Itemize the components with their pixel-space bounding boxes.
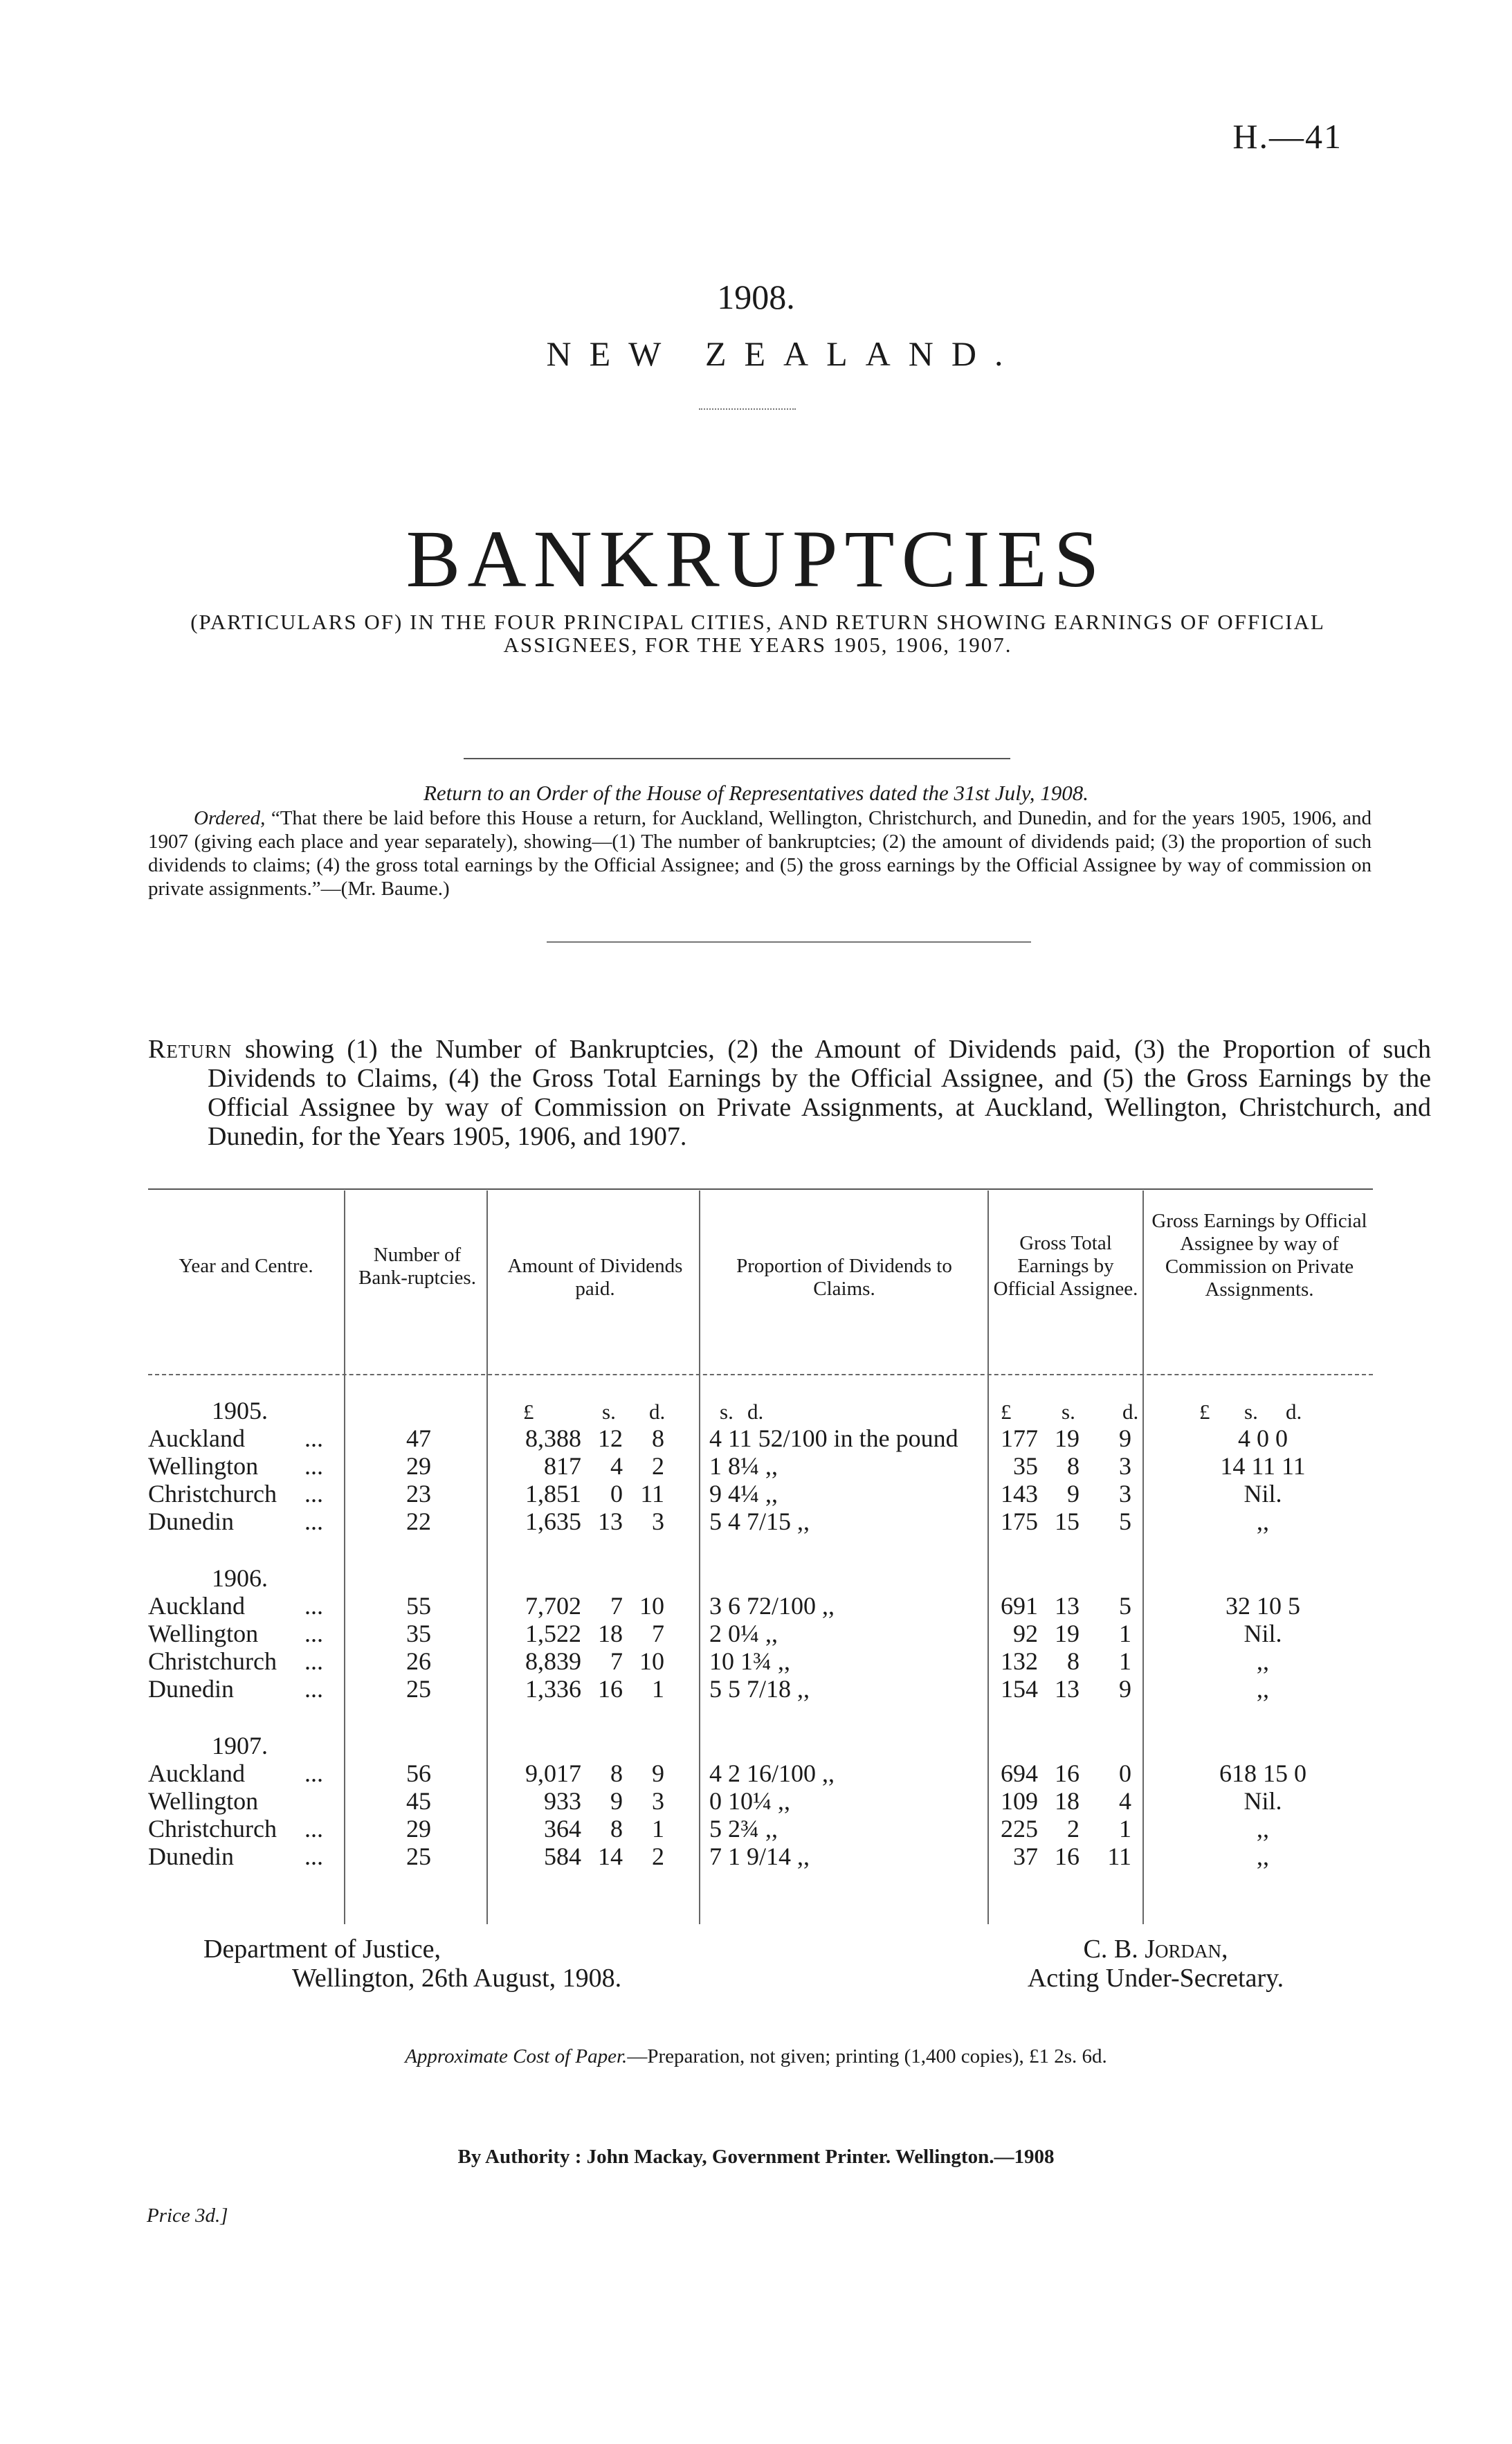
year-label: 1905.	[212, 1397, 268, 1424]
gross-total-pence: 11	[1107, 1843, 1131, 1870]
dividend-pounds: 1,851	[525, 1480, 581, 1508]
dividend-shillings: 9	[610, 1787, 623, 1815]
decorative-rule	[699, 408, 796, 410]
commission-earnings: 4 0 0	[1238, 1424, 1288, 1452]
page-title: BANKRUPTCIES	[406, 514, 1106, 604]
centre-name: Auckland	[148, 1759, 245, 1787]
dividend-pence: 1	[652, 1675, 664, 1703]
leader-dots: ...	[304, 1843, 323, 1870]
dividend-pounds: 364	[544, 1815, 581, 1843]
dividend-proportion: 4 11 52/100 in the pound	[709, 1424, 958, 1452]
dividend-pence: 9	[652, 1759, 664, 1787]
dividend-shillings: 4	[610, 1452, 623, 1480]
bankruptcy-count: 29	[406, 1452, 431, 1480]
gross-total-shillings: 19	[1055, 1620, 1080, 1647]
leader-dots: ...	[304, 1508, 323, 1535]
centre-name: Wellington	[148, 1787, 259, 1815]
unit-shillings: s.	[1062, 1400, 1075, 1424]
document-code: H.—41	[1232, 117, 1342, 156]
dividend-proportion: 5 4 7/15 ,,	[709, 1508, 810, 1535]
table-top-rule	[148, 1188, 1373, 1190]
signatory-title: Acting Under-Secretary.	[1027, 1964, 1284, 1993]
dividend-pence: 3	[652, 1508, 664, 1535]
gross-total-pence: 4	[1119, 1787, 1131, 1815]
dividend-pounds: 9,017	[525, 1759, 581, 1787]
dividend-pounds: 1,635	[525, 1508, 581, 1535]
return-body: showing (1) the Number of Bankruptcies, (2) the Amount of Dividends paid, (3) the Proportion of such Dividends to Claims, (4) the Gross Total Earnings by the Official Assignee, and (5) the Gross Earnings by the Official Assignee by way of Commission on Private Assignments, at Auckland, Wellington, Christchurch, and Dunedin, for the Years 1905, 1906, and 1907.	[208, 1035, 1432, 1151]
commission-earnings: 32 10 5	[1226, 1592, 1300, 1620]
gross-total-pounds: 143	[1001, 1480, 1038, 1508]
dividend-shillings: 7	[610, 1647, 623, 1675]
dividend-pounds: 1,522	[525, 1620, 581, 1647]
order-heading: Return to an Order of the House of Representatives dated the 31st July, 1908.	[423, 781, 1089, 805]
gross-total-shillings: 19	[1055, 1424, 1080, 1452]
gross-total-pounds: 177	[1001, 1424, 1038, 1452]
printer-line: By Authority : John Mackay, Government Printer. Wellington.—1908	[457, 2146, 1055, 2168]
gross-total-shillings: 15	[1055, 1508, 1080, 1535]
gross-total-pence: 1	[1119, 1620, 1131, 1647]
dividend-proportion: 0 10¼ ,,	[709, 1787, 790, 1815]
year-label: 1907.	[212, 1732, 268, 1759]
gross-total-pence: 5	[1119, 1592, 1131, 1620]
signatory-name: C. B. Jordan,	[1083, 1935, 1228, 1964]
dividend-proportion: 7 1 9/14 ,,	[709, 1843, 810, 1870]
bankruptcy-count: 47	[406, 1424, 431, 1452]
commission-earnings: Nil.	[1244, 1787, 1282, 1815]
centre-name: Christchurch	[148, 1647, 277, 1675]
cost-text: —Preparation, not given; printing (1,400 copies), £1 2s. 6d.	[627, 2045, 1107, 2067]
dividend-shillings: 8	[610, 1815, 623, 1843]
price: Price 3d.]	[147, 2205, 228, 2227]
dividend-pence: 8	[652, 1424, 664, 1452]
unit-shillings: s.	[720, 1400, 734, 1424]
leader-dots: ...	[304, 1759, 323, 1787]
dividend-proportion: 9 4¼ ,,	[709, 1480, 778, 1508]
commission-earnings: Nil.	[1244, 1620, 1282, 1647]
dividend-proportion: 3 6 72/100 ,,	[709, 1592, 835, 1620]
centre-name: Dunedin	[148, 1675, 234, 1703]
department-name: Department of Justice,	[203, 1935, 441, 1964]
department-block	[203, 1935, 621, 1993]
dividend-proportion: 10 1¾ ,,	[709, 1647, 790, 1675]
bankruptcy-count: 55	[406, 1592, 431, 1620]
gross-total-shillings: 9	[1067, 1480, 1080, 1508]
column-divider	[486, 1191, 488, 1924]
unit-shillings: s.	[602, 1400, 616, 1424]
unit-shillings: s.	[1244, 1400, 1258, 1424]
dividend-shillings: 8	[610, 1759, 623, 1787]
centre-name: Christchurch	[148, 1480, 277, 1508]
leader-dots: ...	[304, 1647, 323, 1675]
dividend-proportion: 4 2 16/100 ,,	[709, 1759, 835, 1787]
dividend-shillings: 14	[598, 1843, 623, 1870]
header-proportion: Proportion of Dividends to Claims.	[736, 1255, 952, 1300]
gross-total-shillings: 8	[1067, 1452, 1080, 1480]
dividend-pounds: 8,388	[525, 1424, 581, 1452]
column-divider	[699, 1191, 700, 1924]
leader-dots: ...	[304, 1452, 323, 1480]
gross-total-shillings: 8	[1067, 1647, 1080, 1675]
gross-total-pounds: 132	[1001, 1647, 1038, 1675]
gross-total-shillings: 18	[1055, 1787, 1080, 1815]
unit-pounds: £	[1199, 1400, 1210, 1424]
centre-name: Dunedin	[148, 1508, 234, 1535]
dividend-pounds: 817	[544, 1452, 581, 1480]
commission-earnings: ,,	[1257, 1843, 1269, 1870]
dividend-shillings: 12	[598, 1424, 623, 1452]
dividend-proportion: 5 5 7/18 ,,	[709, 1675, 810, 1703]
commission-earnings: Nil.	[1244, 1480, 1282, 1508]
gross-total-pence: 3	[1119, 1452, 1131, 1480]
unit-pounds: £	[1001, 1400, 1012, 1424]
gross-total-shillings: 16	[1055, 1843, 1080, 1870]
column-divider	[1142, 1191, 1144, 1924]
centre-name: Auckland	[148, 1592, 245, 1620]
dividend-shillings: 16	[598, 1675, 623, 1703]
commission-earnings: 14 11 11	[1220, 1452, 1306, 1480]
gross-total-pence: 3	[1119, 1480, 1131, 1508]
dividend-shillings: 7	[610, 1592, 623, 1620]
header-number: Number of Bank-ruptcies.	[358, 1244, 476, 1289]
commission-earnings: ,,	[1257, 1647, 1269, 1675]
table-header-rule	[148, 1374, 1373, 1375]
bankruptcy-count: 25	[406, 1843, 431, 1870]
section-divider	[547, 941, 1031, 943]
unit-pounds: £	[523, 1400, 534, 1424]
dividend-pence: 2	[652, 1843, 664, 1870]
header-gross-total: Gross Total Earnings by Official Assignee.	[993, 1232, 1138, 1300]
gross-total-pounds: 175	[1001, 1508, 1038, 1535]
dividend-pence: 3	[652, 1787, 664, 1815]
centre-name: Wellington	[148, 1620, 259, 1647]
leader-dots: ...	[304, 1815, 323, 1843]
unit-pence: d.	[1122, 1400, 1139, 1424]
bankruptcy-count: 25	[406, 1675, 431, 1703]
dividend-shillings: 18	[598, 1620, 623, 1647]
gross-total-shillings: 2	[1067, 1815, 1080, 1843]
leader-dots: ...	[304, 1424, 323, 1452]
centre-name: Christchurch	[148, 1815, 277, 1843]
column-divider	[987, 1191, 989, 1924]
dividend-pounds: 1,336	[525, 1675, 581, 1703]
centre-name: Auckland	[148, 1424, 245, 1452]
publication-year: 1908.	[717, 278, 795, 316]
gross-total-pence: 1	[1119, 1815, 1131, 1843]
unit-pence: d.	[747, 1400, 764, 1424]
dividend-pounds: 8,839	[525, 1647, 581, 1675]
unit-pence: d.	[1286, 1400, 1302, 1424]
page-subtitle: (PARTICULARS OF) IN THE FOUR PRINCIPAL CITIES, AND RETURN SHOWING EARNINGS OF OFFICIAL ASSIGNEES, FOR THE YEARS 1905, 1906, 1907.	[190, 610, 1325, 657]
bankruptcy-count: 29	[406, 1815, 431, 1843]
signature-block	[996, 1935, 1315, 1993]
return-heading	[148, 1035, 1431, 1151]
leader-dots: ...	[304, 1480, 323, 1508]
column-divider	[344, 1191, 345, 1924]
header-amount: Amount of Dividends paid.	[507, 1255, 683, 1300]
header-year-centre: Year and Centre.	[179, 1255, 313, 1277]
gross-total-pence: 5	[1119, 1508, 1131, 1535]
commission-earnings: 618 15 0	[1219, 1759, 1306, 1787]
centre-name: Wellington	[148, 1452, 259, 1480]
bankruptcy-count: 26	[406, 1647, 431, 1675]
dividend-pence: 10	[639, 1647, 664, 1675]
cost-note	[0, 2045, 1512, 2068]
gross-total-pence: 0	[1119, 1759, 1131, 1787]
order-paragraph	[148, 806, 1372, 900]
gross-total-pounds: 694	[1001, 1759, 1038, 1787]
gross-total-pence: 1	[1119, 1647, 1131, 1675]
leader-dots: ...	[304, 1620, 323, 1647]
return-lead: Return	[148, 1035, 233, 1064]
centre-name: Dunedin	[148, 1843, 234, 1870]
dividend-pounds: 584	[544, 1843, 581, 1870]
dividend-proportion: 1 8¼ ,,	[709, 1452, 778, 1480]
dividend-shillings: 0	[610, 1480, 623, 1508]
year-label: 1906.	[212, 1564, 268, 1592]
dividend-proportion: 5 2¾ ,,	[709, 1815, 778, 1843]
dividend-pounds: 933	[544, 1787, 581, 1815]
gross-total-shillings: 13	[1055, 1592, 1080, 1620]
unit-pence: d.	[649, 1400, 666, 1424]
country-heading: NEW ZEALAND.	[546, 334, 1021, 373]
dividend-pence: 2	[652, 1452, 664, 1480]
dividend-pence: 1	[652, 1815, 664, 1843]
section-divider	[464, 758, 1010, 759]
dividend-pence: 7	[652, 1620, 664, 1647]
dividend-pence: 11	[640, 1480, 664, 1508]
commission-earnings: ,,	[1257, 1675, 1269, 1703]
gross-total-shillings: 13	[1055, 1675, 1080, 1703]
gross-total-pounds: 92	[1013, 1620, 1038, 1647]
gross-total-pounds: 37	[1013, 1843, 1038, 1870]
bankruptcy-count: 22	[406, 1508, 431, 1535]
leader-dots: ...	[304, 1592, 323, 1620]
dividend-proportion: 2 0¼ ,,	[709, 1620, 778, 1647]
dividend-pence: 10	[639, 1592, 664, 1620]
gross-total-pence: 9	[1119, 1675, 1131, 1703]
gross-total-pounds: 691	[1001, 1592, 1038, 1620]
dividend-pounds: 7,702	[525, 1592, 581, 1620]
order-body: “That there be laid before this House a return, for Auckland, Wellington, Christchurch, and Dunedin, and for the years 1905, 1906, and 1907 (giving each place and year separately), showing—(1) The number of bankruptcies; (2) the amount of dividends paid; (3) the proportion of such dividends to claims; (4) the gross total earnings by the Official Assignee; and (5) the gross earnings by the Official Assignee by way of commission on private assignments.”—(Mr. Baume.)	[148, 807, 1372, 900]
dividend-shillings: 13	[598, 1508, 623, 1535]
cost-label: Approximate Cost of Paper.	[405, 2045, 628, 2067]
gross-total-pence: 9	[1119, 1424, 1131, 1452]
gross-total-pounds: 109	[1001, 1787, 1038, 1815]
gross-total-shillings: 16	[1055, 1759, 1080, 1787]
commission-earnings: ,,	[1257, 1815, 1269, 1843]
bankruptcy-count: 23	[406, 1480, 431, 1508]
order-lead: Ordered,	[194, 807, 266, 829]
leader-dots: ...	[304, 1675, 323, 1703]
bankruptcy-count: 56	[406, 1759, 431, 1787]
gross-total-pounds: 35	[1013, 1452, 1038, 1480]
header-gross-commission: Gross Earnings by Official Assignee by way of Commission on Private Assignments.	[1151, 1210, 1367, 1301]
bankruptcy-count: 35	[406, 1620, 431, 1647]
gross-total-pounds: 225	[1001, 1815, 1038, 1843]
commission-earnings: ,,	[1257, 1508, 1269, 1535]
department-date: Wellington, 26th August, 1908.	[292, 1964, 622, 1993]
gross-total-pounds: 154	[1001, 1675, 1038, 1703]
bankruptcy-count: 45	[406, 1787, 431, 1815]
